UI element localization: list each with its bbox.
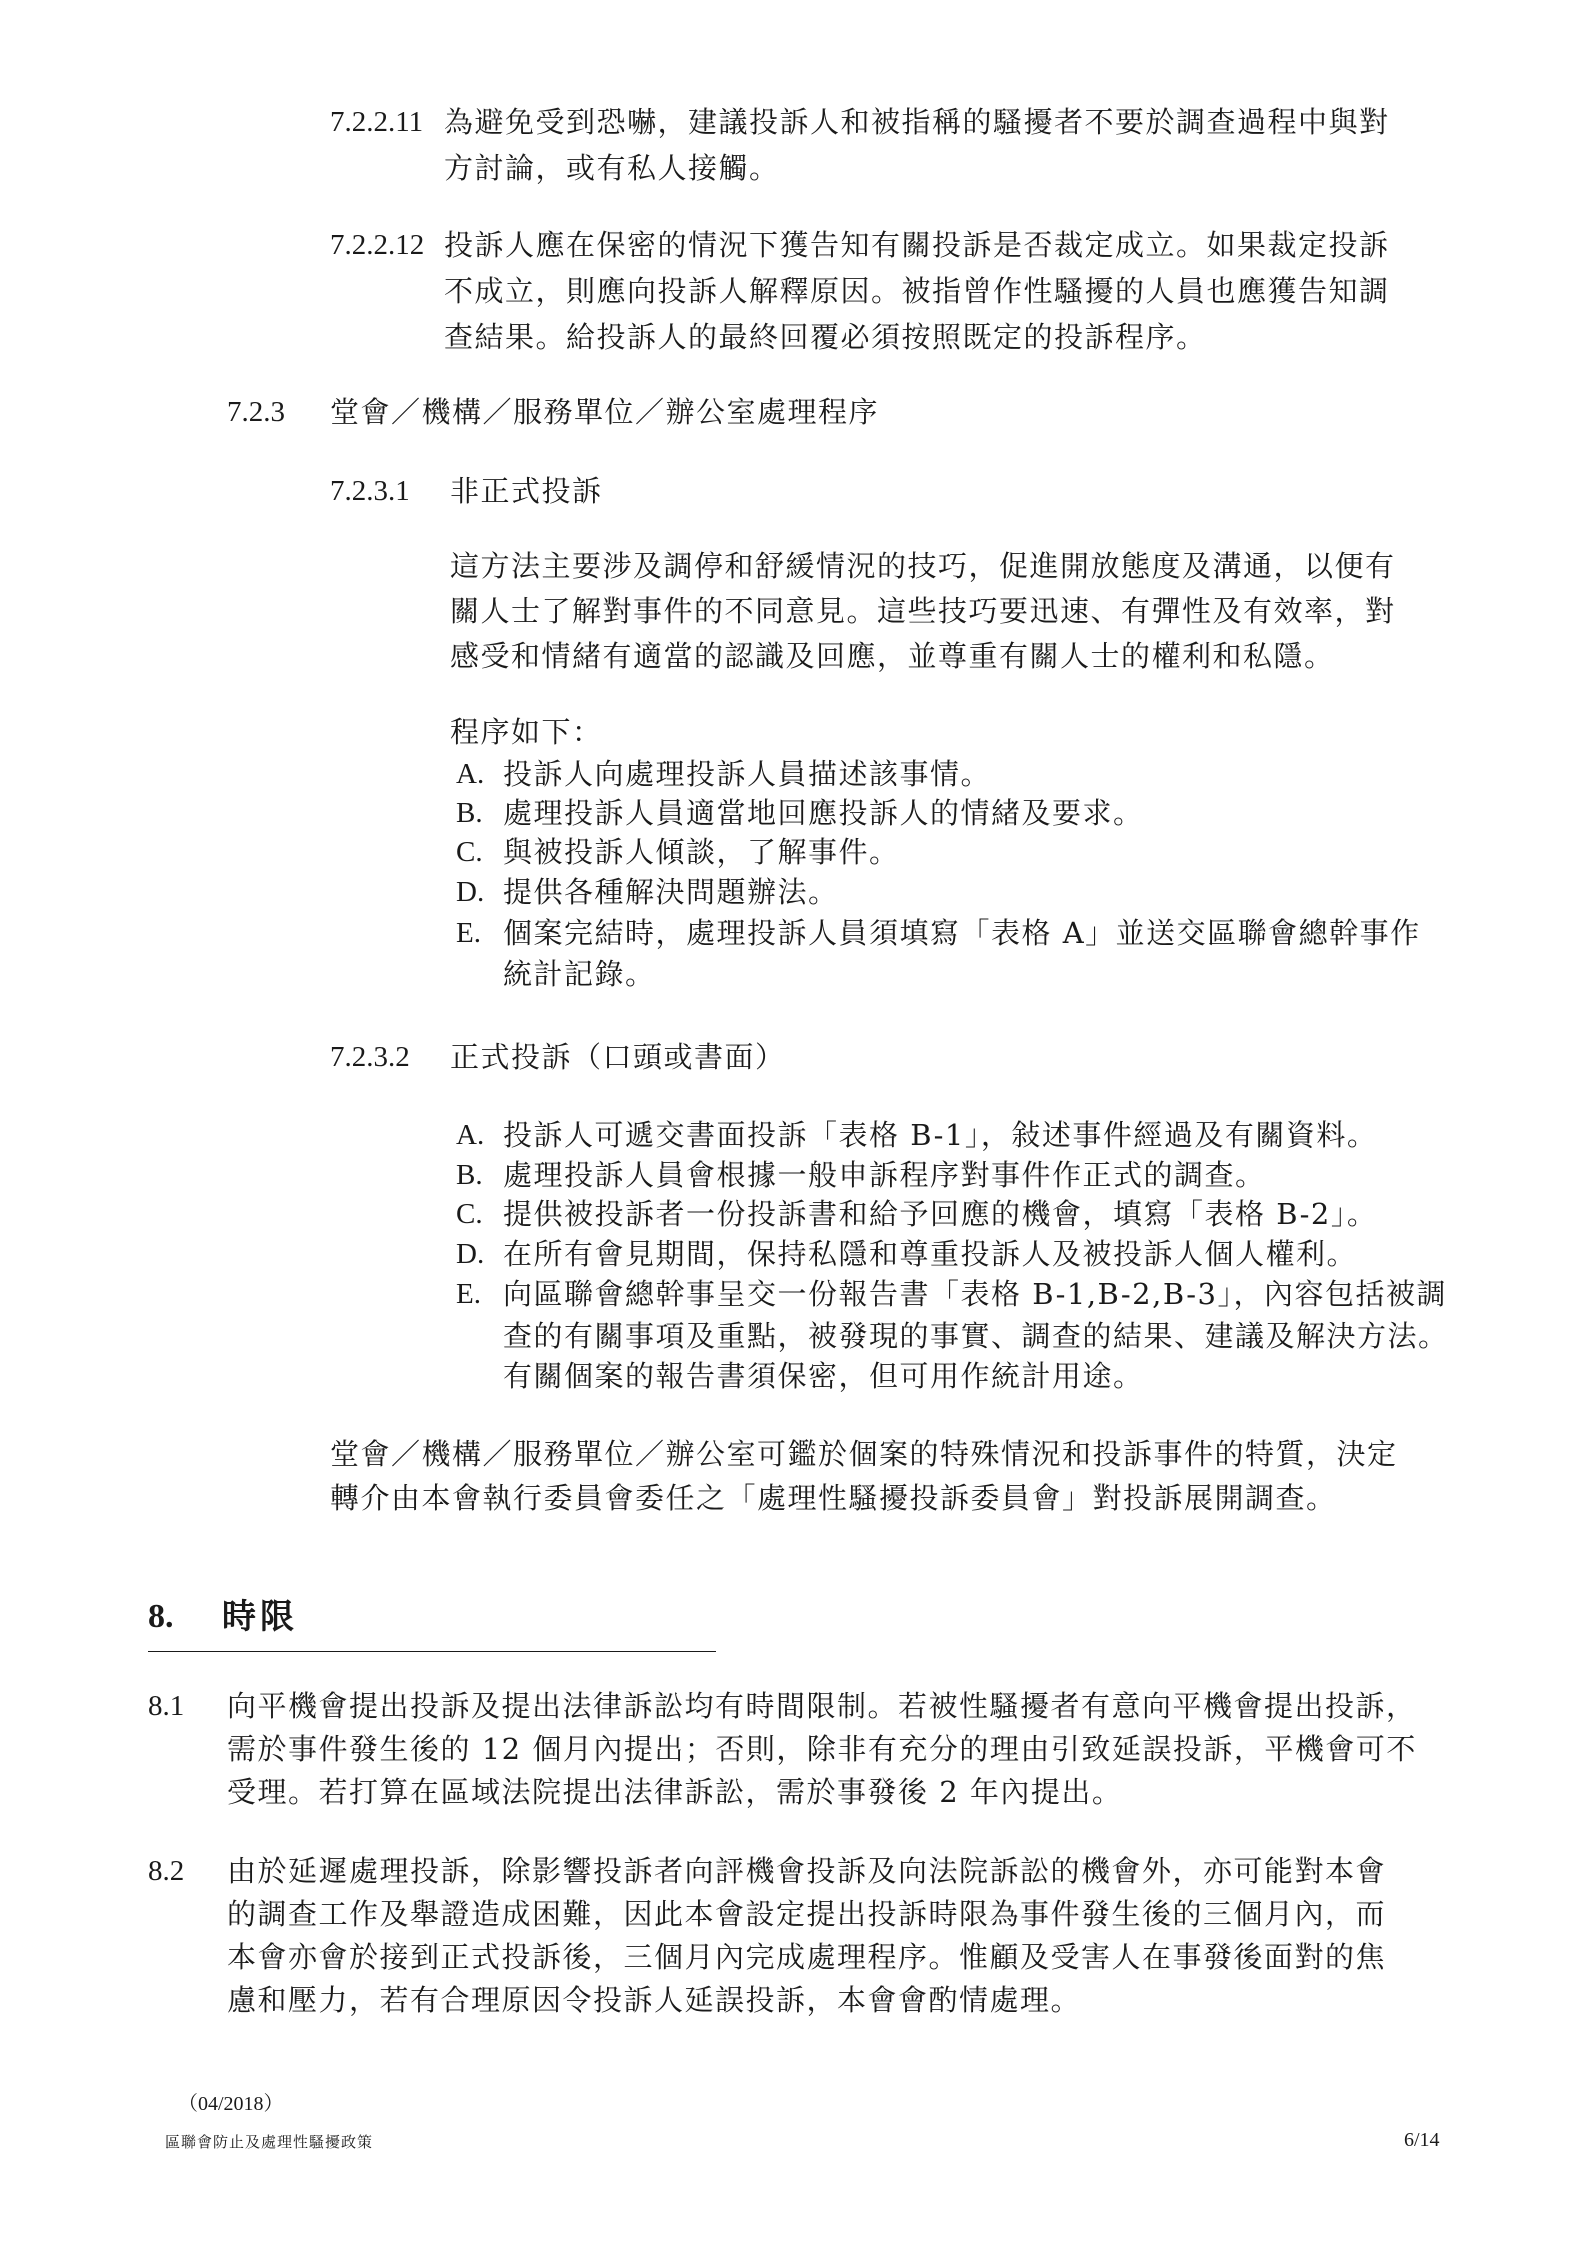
step-text: 處理投訴人員適當地回應投訴人的情緒及要求。 bbox=[503, 796, 1144, 830]
referral-paragraph-line: 轉介由本會執行委員會委任之「處理性騷擾投訴委員會」對投訴展開調查。 bbox=[330, 1481, 1337, 1515]
item-text-line: 的調查工作及舉證造成困難，因此本會設定提出投訴時限為事件發生後的三個月內，而 bbox=[227, 1897, 1387, 1931]
step-letter: D. bbox=[456, 876, 485, 908]
section-8-number: 8. bbox=[148, 1598, 174, 1635]
step-letter: B. bbox=[456, 797, 483, 829]
step-text: 投訴人向處理投訴人員描述該事情。 bbox=[503, 757, 992, 791]
item-text-line: 方討論，或有私人接觸。 bbox=[444, 151, 780, 185]
step-letter: E. bbox=[456, 1278, 481, 1310]
section-8-underline bbox=[148, 1651, 716, 1652]
step-letter: C. bbox=[456, 836, 483, 868]
procedure-label: 程序如下： bbox=[450, 715, 603, 749]
subsection-title: 正式投訴（口頭或書面） bbox=[450, 1040, 786, 1074]
paragraph-line: 這方法主要涉及調停和舒緩情況的技巧，促進開放態度及溝通，以便有 bbox=[450, 549, 1396, 583]
step-letter: A. bbox=[456, 1119, 485, 1151]
item-text-line: 為避免受到恐嚇，建議投訴人和被指稱的騷擾者不要於調查過程中與對 bbox=[444, 105, 1390, 139]
item-text-line: 本會亦會於接到正式投訴後，三個月內完成處理程序。惟顧及受害人在事發後面對的焦 bbox=[227, 1940, 1387, 1974]
section-8-title: 時限 bbox=[222, 1597, 298, 1637]
item-number: 8.2 bbox=[148, 1855, 185, 1887]
item-text-line: 查結果。給投訴人的最終回覆必須按照既定的投訴程序。 bbox=[444, 320, 1207, 354]
step-text: 處理投訴人員會根據一般申訴程序對事件作正式的調查。 bbox=[503, 1158, 1266, 1192]
step-text: 向區聯會總幹事呈交一份報告書「表格 B-1,B-2,B-3」，內容包括被調 bbox=[503, 1277, 1447, 1311]
step-letter: A. bbox=[456, 758, 485, 790]
page-number: 6/14 bbox=[1404, 2129, 1440, 2151]
step-text: 投訴人可遞交書面投訴「表格 B-1」，敍述事件經過及有關資料。 bbox=[503, 1118, 1378, 1152]
item-text-line: 由於延遲處理投訴，除影響投訴者向評機會投訴及向法院訴訟的機會外，亦可能對本會 bbox=[227, 1854, 1387, 1888]
step-text: 與被投訴人傾談，了解事件。 bbox=[503, 835, 900, 869]
subsection-number: 7.2.3.1 bbox=[330, 475, 410, 507]
item-text-line: 不成立，則應向投訴人解釋原因。被指曾作性騷擾的人員也應獲告知調 bbox=[444, 274, 1390, 308]
subsection-title: 非正式投訴 bbox=[450, 474, 603, 508]
item-text-line: 受理。若打算在區域法院提出法律訴訟，需於事發後 2 年內提出。 bbox=[227, 1775, 1123, 1809]
paragraph-line: 感受和情緒有適當的認識及回應，並尊重有關人士的權利和私隱。 bbox=[450, 639, 1335, 673]
step-text: 統計記錄。 bbox=[503, 957, 656, 991]
referral-paragraph-line: 堂會／機構／服務單位／辦公室可鑑於個案的特殊情況和投訴事件的特質，決定 bbox=[330, 1437, 1398, 1471]
item-text-line: 向平機會提出投訴及提出法律訴訟均有時間限制。若被性騷擾者有意向平機會提出投訴， bbox=[227, 1689, 1417, 1723]
item-text-line: 投訴人應在保密的情況下獲告知有關投訴是否裁定成立。如果裁定投訴 bbox=[444, 228, 1390, 262]
item-number: 7.2.2.11 bbox=[330, 106, 424, 138]
item-number: 8.1 bbox=[148, 1690, 185, 1722]
footer-doc-title: 區聯會防止及處理性騷擾政策 bbox=[165, 2133, 374, 2151]
footer-date: （04/2018） bbox=[178, 2093, 284, 2115]
step-text: 查的有關事項及重點，被發現的事實、調查的結果、建議及解決方法。 bbox=[503, 1319, 1449, 1353]
step-text: 在所有會見期間，保持私隱和尊重投訴人及被投訴人個人權利。 bbox=[503, 1237, 1358, 1271]
section-title: 堂會／機構／服務單位／辦公室處理程序 bbox=[330, 395, 880, 429]
paragraph-line: 關人士了解對事件的不同意見。這些技巧要迅速、有彈性及有效率，對 bbox=[450, 594, 1396, 628]
step-text: 提供被投訴者一份投訴書和給予回應的機會，填寫「表格 B-2」。 bbox=[503, 1197, 1378, 1231]
section-number: 7.2.3 bbox=[227, 396, 285, 428]
step-letter: E. bbox=[456, 917, 481, 949]
item-text-line: 慮和壓力，若有合理原因令投訴人延誤投訴，本會會酌情處理。 bbox=[227, 1983, 1082, 2017]
step-letter: C. bbox=[456, 1198, 483, 1230]
item-number: 7.2.2.12 bbox=[330, 229, 425, 261]
step-text: 提供各種解決問題辦法。 bbox=[503, 875, 839, 909]
item-text-line: 需於事件發生後的 12 個月內提出；否則，除非有充分的理由引致延誤投訴，平機會可不 bbox=[227, 1732, 1417, 1766]
subsection-number: 7.2.3.2 bbox=[330, 1041, 410, 1073]
step-text: 有關個案的報告書須保密，但可用作統計用途。 bbox=[503, 1359, 1144, 1393]
step-text: 個案完結時，處理投訴人員須填寫「表格 A」並送交區聯會總幹事作 bbox=[503, 916, 1421, 950]
step-letter: B. bbox=[456, 1159, 483, 1191]
step-letter: D. bbox=[456, 1238, 485, 1270]
